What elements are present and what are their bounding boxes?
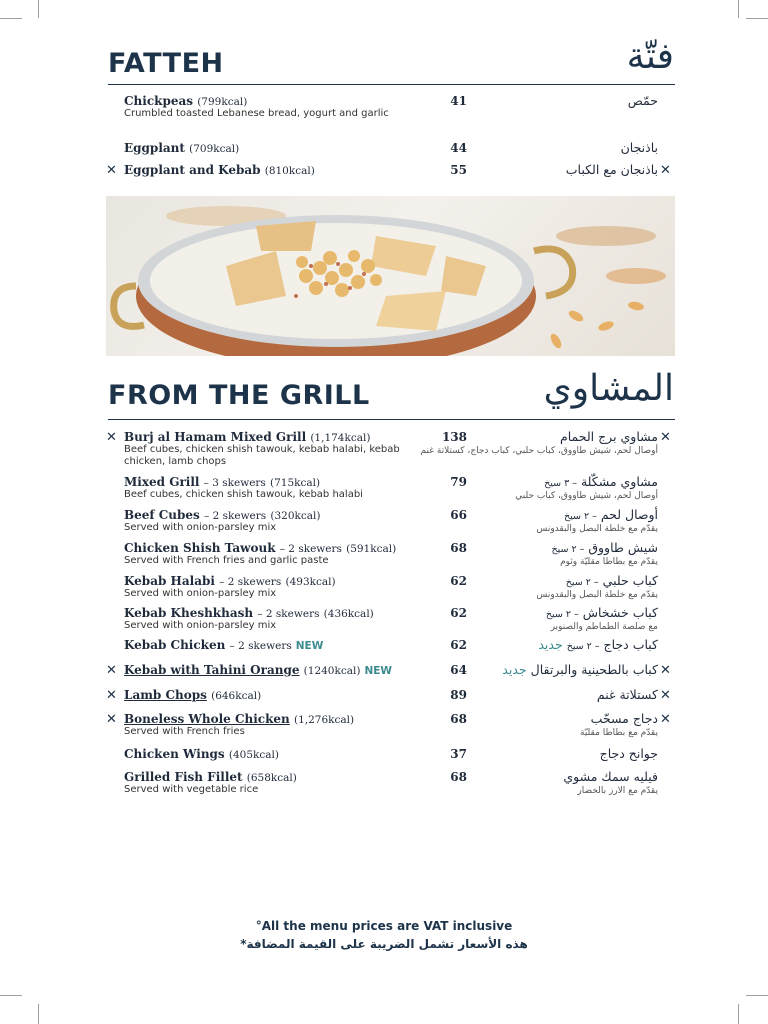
item-skewers: – 3 skewers	[203, 477, 266, 489]
grill-item-name-ar	[546, 605, 658, 620]
section-divider	[108, 419, 675, 420]
grill-item-price: 89	[450, 688, 467, 702]
item-skewers: – 2 skewers	[279, 543, 342, 555]
item-title: Mixed Grill	[124, 475, 200, 489]
signature-marker-icon: ✕	[660, 712, 671, 727]
signature-marker-icon: ✕	[106, 163, 117, 178]
grill-item-name-ar	[551, 540, 658, 555]
signature-marker-icon: ✕	[106, 663, 117, 678]
grill-title: FROM THE GRILL	[108, 380, 370, 411]
item-title: Beef Cubes	[124, 508, 200, 522]
item-skewers-ar: – ٢ سيخ	[551, 544, 585, 555]
item-skewers-ar: – ٣ سيخ	[544, 478, 577, 489]
item-title: Kebab Halabi	[124, 574, 215, 588]
item-title: Lamb Chops	[124, 688, 207, 702]
grill-item-name-ar	[597, 687, 658, 702]
grill-item-description: Served with onion-parsley mix	[124, 620, 277, 631]
item-title: Chicken Shish Tawouk	[124, 541, 276, 555]
grill-item-price: 62	[450, 574, 467, 588]
fatteh-title-ar: فتّة	[626, 36, 674, 77]
fatteh-item-price: 44	[450, 141, 467, 155]
item-kcal: (658kcal)	[246, 772, 297, 784]
item-title: Chickpeas	[124, 94, 194, 108]
signature-marker-icon: ✕	[660, 163, 671, 178]
dish-illustration	[106, 196, 675, 356]
item-title-ar: كباب دجاج	[603, 637, 658, 652]
grill-item-price: 138	[441, 430, 467, 444]
item-kcal: (1240kcal)	[303, 665, 361, 677]
item-title-ar: كباب خشخاش	[582, 605, 658, 620]
item-title-ar: دجاج مسحّب	[590, 711, 658, 726]
fatteh-item-name-ar	[566, 162, 658, 177]
item-title-ar: كباب بالطحينية والبرتقال	[530, 662, 658, 677]
grill-item-name	[124, 747, 279, 761]
grill-item-name-ar	[560, 429, 658, 444]
grill-item-description-ar: مع صلصة الطماطم والصنوبر	[550, 622, 658, 632]
grill-item-price: 68	[450, 770, 467, 784]
new-badge-ar: جديد	[538, 637, 563, 652]
grill-item-name-ar	[600, 746, 658, 761]
signature-marker-icon: ✕	[660, 688, 671, 703]
grill-item-name	[124, 770, 297, 784]
grill-item-name-ar	[566, 573, 658, 588]
grill-item-description-ar: يقدّم مع بطاطا مقليّة	[580, 728, 658, 738]
grill-item-price: 68	[450, 712, 467, 726]
signature-marker-icon: ✕	[660, 663, 671, 678]
item-title-ar: مشاوي برج الحمام	[560, 429, 658, 444]
grill-item-name-ar	[538, 637, 658, 652]
item-title-ar: جوانح دجاج	[599, 746, 658, 761]
crop-mark	[38, 0, 39, 18]
fatteh-item-name-ar	[628, 93, 658, 108]
grill-item-name-ar	[544, 474, 658, 489]
grill-item-name	[124, 688, 261, 702]
item-kcal: (709kcal)	[189, 143, 240, 155]
grill-item-name	[124, 663, 392, 677]
grill-item-price: 66	[450, 508, 467, 522]
item-title: Chicken Wings	[124, 747, 225, 761]
grill-item-description-ar: يقدّم مع الارز بالخضار	[577, 786, 658, 796]
item-title: Burj al Hamam Mixed Grill	[124, 430, 307, 444]
item-kcal: (1,276kcal)	[293, 714, 355, 726]
signature-marker-icon: ✕	[106, 712, 117, 727]
item-kcal: (493kcal)	[285, 576, 336, 588]
grill-item-description-ar: أوصال لحم، شيش طاووق، كباب حلبي، كباب دجاج، كستلاتة غنم	[420, 446, 658, 456]
item-title: Grilled Fish Fillet	[124, 770, 243, 784]
item-kcal: (810kcal)	[264, 165, 315, 177]
fatteh-title: FATTEH	[108, 48, 224, 79]
item-skewers: – 2 skewers	[204, 510, 267, 522]
item-title: Kebab Chicken	[124, 638, 226, 652]
grill-item-name	[124, 541, 396, 555]
crop-mark	[738, 0, 739, 18]
item-kcal: (405kcal)	[228, 749, 279, 761]
fatteh-item-price: 55	[450, 163, 467, 177]
vat-note-ar: هذه الأسعار تشمل الضريبة على القيمة المضافة*	[240, 937, 528, 951]
grill-item-name	[124, 606, 374, 620]
grill-item-price: 62	[450, 638, 467, 652]
item-skewers-ar: – ٢ سيخ	[566, 641, 600, 652]
new-badge: NEW	[295, 640, 324, 652]
item-skewers-ar: – ٢ سيخ	[565, 577, 599, 588]
fatteh-item-name	[124, 94, 247, 108]
fatteh-item-description: Crumbled toasted Lebanese bread, yogurt and garlic	[124, 108, 389, 119]
grill-title-ar: المشاوي	[543, 368, 674, 409]
grill-item-description: Served with French fries	[124, 726, 245, 737]
section-divider	[108, 84, 675, 85]
crop-mark	[746, 995, 768, 996]
grill-item-price: 62	[450, 606, 467, 620]
grill-item-name	[124, 712, 354, 726]
grill-item-description: Served with onion-parsley mix	[124, 522, 277, 533]
item-title: Kebab Kheshkhash	[124, 606, 254, 620]
grill-item-name	[124, 574, 336, 588]
item-kcal: (436kcal)	[323, 608, 374, 620]
item-kcal: (646kcal)	[211, 690, 262, 702]
signature-marker-icon: ✕	[106, 430, 117, 445]
fatteh-item-name	[124, 163, 315, 177]
grill-item-name-ar	[563, 769, 658, 784]
item-skewers: – 2 skewers	[229, 640, 292, 652]
grill-item-description-ar: يقدّم مع خلطة البصل والبقدونس	[536, 524, 658, 534]
grill-item-description-ar: يقدّم مع بطاطا مقليّة وثوم	[560, 557, 658, 567]
grill-item-name-ar	[564, 507, 658, 522]
item-title-ar: كباب حلبي	[602, 573, 658, 588]
item-kcal: (799kcal)	[197, 96, 248, 108]
item-title: Eggplant and Kebab	[124, 163, 261, 177]
grill-item-name	[124, 475, 320, 489]
item-kcal: (1,174kcal)	[310, 432, 371, 444]
item-kcal: (320kcal)	[270, 510, 321, 522]
item-title-ar: باذنجان	[620, 140, 658, 155]
grill-item-description-ar: يقدّم مع خلطة البصل والبقدونس	[536, 590, 658, 600]
crop-mark	[0, 18, 22, 19]
fatteh-item-name-ar	[621, 140, 658, 155]
item-skewers: – 2 skewers	[257, 608, 320, 620]
grill-item-name	[124, 638, 323, 652]
grill-item-description: Served with onion-parsley mix	[124, 588, 277, 599]
grill-item-name	[124, 508, 320, 522]
grill-item-description: Served with French fries and garlic paste	[124, 555, 329, 566]
item-title-ar: كستلاتة غنم	[596, 687, 658, 702]
signature-marker-icon: ✕	[106, 688, 117, 703]
item-title: Boneless Whole Chicken	[124, 712, 290, 726]
crop-mark	[38, 1004, 39, 1024]
item-kcal: (715kcal)	[270, 477, 321, 489]
new-badge: NEW	[364, 665, 392, 677]
item-skewers: – 2 skewers	[219, 576, 282, 588]
item-title-ar: فيليه سمك مشوي	[563, 769, 658, 784]
item-title: Kebab with Tahini Orange	[124, 663, 300, 677]
fatteh-item-price: 41	[450, 94, 467, 108]
fatteh-dish-photo	[106, 196, 675, 356]
item-title-ar: أوصال لحم	[600, 507, 658, 522]
item-title-ar: حمّص	[627, 93, 658, 108]
new-badge-ar: جديد	[502, 662, 527, 677]
vat-note: °All the menu prices are VAT inclusive	[255, 919, 513, 933]
item-title-ar: مشاوي مشكّلة	[580, 474, 658, 489]
item-kcal: (591kcal)	[346, 543, 397, 555]
item-title-ar: باذنجان مع الكباب	[565, 162, 658, 177]
grill-item-name-ar	[502, 662, 658, 677]
fatteh-item-name	[124, 141, 239, 155]
signature-marker-icon: ✕	[660, 430, 671, 445]
grill-item-price: 79	[450, 475, 467, 489]
grill-item-price: 37	[450, 747, 467, 761]
crop-mark	[0, 995, 22, 996]
item-title-ar: شيش طاووق	[588, 540, 658, 555]
item-title: Eggplant	[124, 141, 185, 155]
grill-item-price: 68	[450, 541, 467, 555]
grill-item-description: Beef cubes, chicken shish tawouk, kebab halabi	[124, 489, 363, 500]
grill-item-name-ar	[591, 711, 658, 726]
crop-mark	[738, 1004, 739, 1024]
grill-item-description: Served with vegetable rice	[124, 784, 259, 795]
grill-item-description-ar: أوصال لحم، شيش طاووق، كباب حلبي	[515, 491, 658, 501]
item-skewers-ar: – ٢ سيخ	[545, 609, 579, 620]
grill-item-price: 64	[450, 663, 467, 677]
item-skewers-ar: – ٢ سيخ	[563, 511, 597, 522]
grill-item-description: Beef cubes, chicken shish tawouk, kebab halabi, kebab chicken, lamb chops	[124, 444, 400, 467]
grill-item-name	[124, 430, 370, 444]
crop-mark	[746, 18, 768, 19]
